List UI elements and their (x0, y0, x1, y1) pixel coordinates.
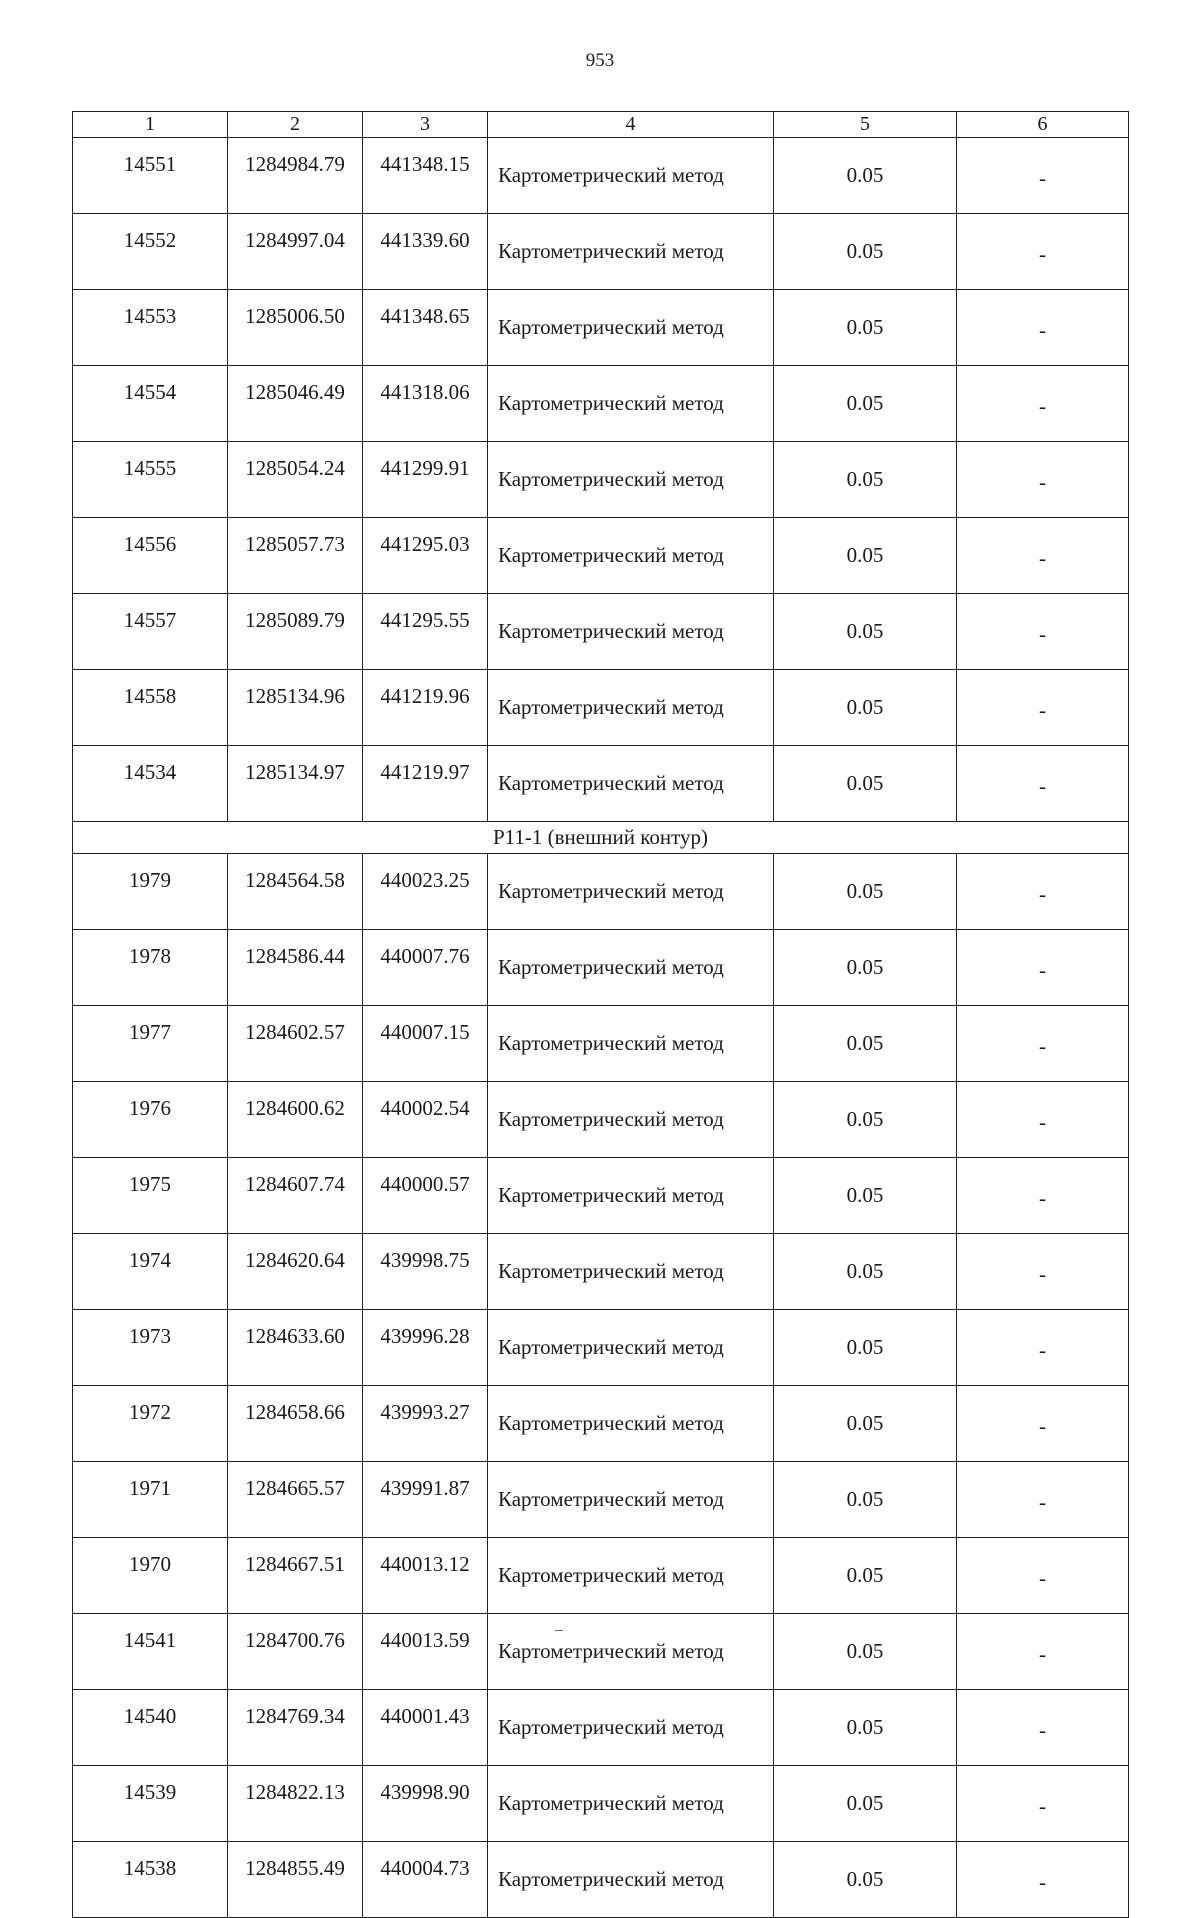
x-coordinate-cell: 1284607.74 (228, 1158, 363, 1234)
table-row (73, 1082, 1129, 1158)
header-cell: 4 (488, 112, 774, 138)
table-row (73, 1842, 1129, 1918)
note-value: - (1039, 622, 1046, 646)
point-number-cell: 14541 (73, 1614, 228, 1690)
table-row (73, 1006, 1129, 1082)
note-cell (957, 854, 1129, 930)
y-coordinate-cell: 441295.03 (363, 518, 488, 594)
point-number-cell: 1974 (73, 1234, 228, 1310)
coordinates-table (72, 111, 1129, 1918)
point-number-cell: 14534 (73, 746, 228, 822)
note-value: - (1039, 1262, 1046, 1286)
point-number-cell: 14555 (73, 442, 228, 518)
table-row (73, 1766, 1129, 1842)
method-cell: Картометрический метод (488, 930, 774, 1006)
table-row (73, 670, 1129, 746)
note-cell (957, 1386, 1129, 1462)
table-row (73, 1690, 1129, 1766)
note-cell (957, 670, 1129, 746)
method-cell: Картометрический метод (488, 1310, 774, 1386)
note-cell (957, 1006, 1129, 1082)
method-cell: Картометрический метод (488, 138, 774, 214)
accuracy-cell: 0.05 (774, 1158, 957, 1234)
point-number-cell: 14558 (73, 670, 228, 746)
x-coordinate-cell: 1285134.97 (228, 746, 363, 822)
note-value: - (1039, 318, 1046, 342)
accuracy-cell: 0.05 (774, 1842, 957, 1918)
point-number-cell: 14552 (73, 214, 228, 290)
x-coordinate-cell: 1284633.60 (228, 1310, 363, 1386)
y-coordinate-cell: 439998.75 (363, 1234, 488, 1310)
method-cell: Картометрический метод (488, 746, 774, 822)
x-coordinate-cell: 1284658.66 (228, 1386, 363, 1462)
x-coordinate-cell: 1285046.49 (228, 366, 363, 442)
accuracy-cell: 0.05 (774, 1386, 957, 1462)
table-row (73, 442, 1129, 518)
method-cell: Картометрический метод (488, 366, 774, 442)
y-coordinate-cell: 440000.57 (363, 1158, 488, 1234)
table-row (73, 366, 1129, 442)
note-value: - (1039, 1110, 1046, 1134)
note-value: - (1039, 242, 1046, 266)
y-coordinate-cell: 440007.15 (363, 1006, 488, 1082)
header-row (73, 112, 1129, 138)
note-value: - (1039, 394, 1046, 418)
y-coordinate-cell: 441348.15 (363, 138, 488, 214)
header-cell: 1 (73, 112, 228, 138)
method-cell: Картометрический метод (488, 594, 774, 670)
y-coordinate-cell: 441219.96 (363, 670, 488, 746)
table-row (73, 930, 1129, 1006)
y-coordinate-cell: 441219.97 (363, 746, 488, 822)
method-cell: Картометрический метод (488, 1006, 774, 1082)
y-coordinate-cell: 439998.90 (363, 1766, 488, 1842)
note-cell (957, 930, 1129, 1006)
note-cell (957, 1462, 1129, 1538)
note-value: - (1039, 166, 1046, 190)
note-value: - (1039, 1566, 1046, 1590)
table-row (73, 1538, 1129, 1614)
method-cell: Картометрический метод (488, 1614, 774, 1690)
table-row (73, 854, 1129, 930)
page-number: 953 (585, 50, 615, 71)
note-cell (957, 290, 1129, 366)
note-cell (957, 1538, 1129, 1614)
point-number-cell: 14551 (73, 138, 228, 214)
note-cell (957, 1310, 1129, 1386)
method-cell: Картометрический метод (488, 214, 774, 290)
y-coordinate-cell: 440002.54 (363, 1082, 488, 1158)
point-number-cell: 14539 (73, 1766, 228, 1842)
y-coordinate-cell: 440023.25 (363, 854, 488, 930)
note-value: - (1039, 774, 1046, 798)
table-row (73, 746, 1129, 822)
x-coordinate-cell: 1285089.79 (228, 594, 363, 670)
accuracy-cell: 0.05 (774, 1538, 957, 1614)
note-cell (957, 1690, 1129, 1766)
x-coordinate-cell: 1285006.50 (228, 290, 363, 366)
point-number-cell: 14557 (73, 594, 228, 670)
point-number-cell: 14554 (73, 366, 228, 442)
y-coordinate-cell: 441339.60 (363, 214, 488, 290)
note-value: - (1039, 1186, 1046, 1210)
method-cell: Картометрический метод (488, 1158, 774, 1234)
note-value: - (1039, 1642, 1046, 1666)
x-coordinate-cell: 1284700.76 (228, 1614, 363, 1690)
x-coordinate-cell: 1285134.96 (228, 670, 363, 746)
point-number-cell: 14553 (73, 290, 228, 366)
accuracy-cell: 0.05 (774, 594, 957, 670)
point-number-cell: 1978 (73, 930, 228, 1006)
x-coordinate-cell: 1284665.57 (228, 1462, 363, 1538)
accuracy-cell: 0.05 (774, 366, 957, 442)
table-body (73, 138, 1129, 1918)
table-row (73, 138, 1129, 214)
note-value: - (1039, 698, 1046, 722)
x-coordinate-cell: 1284855.49 (228, 1842, 363, 1918)
note-value: - (1039, 1338, 1046, 1362)
table-row (73, 1158, 1129, 1234)
accuracy-cell: 0.05 (774, 854, 957, 930)
note-value: - (1039, 1414, 1046, 1438)
y-coordinate-cell: 439993.27 (363, 1386, 488, 1462)
x-coordinate-cell: 1284564.58 (228, 854, 363, 930)
accuracy-cell: 0.05 (774, 1614, 957, 1690)
note-value: - (1039, 958, 1046, 982)
note-cell (957, 366, 1129, 442)
point-number-cell: 14538 (73, 1842, 228, 1918)
accuracy-cell: 0.05 (774, 1690, 957, 1766)
y-coordinate-cell: 441299.91 (363, 442, 488, 518)
x-coordinate-cell: 1284667.51 (228, 1538, 363, 1614)
note-cell (957, 1614, 1129, 1690)
note-cell (957, 1082, 1129, 1158)
table-row (73, 1386, 1129, 1462)
x-coordinate-cell: 1284602.57 (228, 1006, 363, 1082)
note-cell (957, 1842, 1129, 1918)
y-coordinate-cell: 441295.55 (363, 594, 488, 670)
y-coordinate-cell: 439996.28 (363, 1310, 488, 1386)
note-cell (957, 1158, 1129, 1234)
accuracy-cell: 0.05 (774, 1766, 957, 1842)
note-cell (957, 138, 1129, 214)
header-cell: 3 (363, 112, 488, 138)
header-cell: 5 (774, 112, 957, 138)
point-number-cell: 1970 (73, 1538, 228, 1614)
point-number-cell: 14540 (73, 1690, 228, 1766)
y-coordinate-cell: 440004.73 (363, 1842, 488, 1918)
point-number-cell: 1976 (73, 1082, 228, 1158)
accuracy-cell: 0.05 (774, 1234, 957, 1310)
x-coordinate-cell: 1284984.79 (228, 138, 363, 214)
y-coordinate-cell: 440013.59 (363, 1614, 488, 1690)
method-cell: Картометрический метод (488, 442, 774, 518)
note-cell (957, 442, 1129, 518)
scan-mark (555, 1630, 563, 1631)
note-cell (957, 594, 1129, 670)
method-cell: Картометрический метод (488, 1690, 774, 1766)
note-value: - (1039, 1490, 1046, 1514)
point-number-cell: 1979 (73, 854, 228, 930)
note-cell (957, 214, 1129, 290)
accuracy-cell: 0.05 (774, 1310, 957, 1386)
accuracy-cell: 0.05 (774, 518, 957, 594)
method-cell: Картометрический метод (488, 1538, 774, 1614)
note-value: - (1039, 546, 1046, 570)
x-coordinate-cell: 1284600.62 (228, 1082, 363, 1158)
accuracy-cell: 0.05 (774, 930, 957, 1006)
x-coordinate-cell: 1284586.44 (228, 930, 363, 1006)
note-cell (957, 1766, 1129, 1842)
table-row (73, 290, 1129, 366)
accuracy-cell: 0.05 (774, 214, 957, 290)
table-row (73, 1614, 1129, 1690)
point-number-cell: 1975 (73, 1158, 228, 1234)
x-coordinate-cell: 1284822.13 (228, 1766, 363, 1842)
table-row (73, 1462, 1129, 1538)
note-value: - (1039, 882, 1046, 906)
method-cell: Картометрический метод (488, 854, 774, 930)
accuracy-cell: 0.05 (774, 746, 957, 822)
method-cell: Картометрический метод (488, 1842, 774, 1918)
note-value: - (1039, 1794, 1046, 1818)
accuracy-cell: 0.05 (774, 1462, 957, 1538)
x-coordinate-cell: 1284620.64 (228, 1234, 363, 1310)
method-cell: Картометрический метод (488, 1234, 774, 1310)
note-cell (957, 746, 1129, 822)
y-coordinate-cell: 440001.43 (363, 1690, 488, 1766)
section-header-row (73, 822, 1129, 854)
table-row (73, 214, 1129, 290)
header-cell: 6 (957, 112, 1129, 138)
accuracy-cell: 0.05 (774, 670, 957, 746)
point-number-cell: 1972 (73, 1386, 228, 1462)
point-number-cell: 1973 (73, 1310, 228, 1386)
note-value: - (1039, 1870, 1046, 1894)
method-cell: Картометрический метод (488, 1386, 774, 1462)
accuracy-cell: 0.05 (774, 442, 957, 518)
table-row (73, 1310, 1129, 1386)
accuracy-cell: 0.05 (774, 138, 957, 214)
y-coordinate-cell: 439991.87 (363, 1462, 488, 1538)
point-number-cell: 1971 (73, 1462, 228, 1538)
note-value: - (1039, 470, 1046, 494)
x-coordinate-cell: 1284997.04 (228, 214, 363, 290)
x-coordinate-cell: 1285054.24 (228, 442, 363, 518)
method-cell: Картометрический метод (488, 670, 774, 746)
note-cell (957, 1234, 1129, 1310)
table-row (73, 518, 1129, 594)
method-cell: Картометрический метод (488, 1462, 774, 1538)
header-cell: 2 (228, 112, 363, 138)
method-cell: Картометрический метод (488, 290, 774, 366)
table-row (73, 1234, 1129, 1310)
accuracy-cell: 0.05 (774, 290, 957, 366)
section-title: Р11-1 (внешний контур) (73, 822, 1129, 854)
point-number-cell: 1977 (73, 1006, 228, 1082)
accuracy-cell: 0.05 (774, 1082, 957, 1158)
point-number-cell: 14556 (73, 518, 228, 594)
method-cell: Картометрический метод (488, 1766, 774, 1842)
y-coordinate-cell: 441348.65 (363, 290, 488, 366)
method-cell: Картометрический метод (488, 1082, 774, 1158)
note-value: - (1039, 1034, 1046, 1058)
note-value: - (1039, 1718, 1046, 1742)
y-coordinate-cell: 440007.76 (363, 930, 488, 1006)
note-cell (957, 518, 1129, 594)
accuracy-cell: 0.05 (774, 1006, 957, 1082)
table-row (73, 594, 1129, 670)
y-coordinate-cell: 440013.12 (363, 1538, 488, 1614)
x-coordinate-cell: 1285057.73 (228, 518, 363, 594)
y-coordinate-cell: 441318.06 (363, 366, 488, 442)
x-coordinate-cell: 1284769.34 (228, 1690, 363, 1766)
method-cell: Картометрический метод (488, 518, 774, 594)
